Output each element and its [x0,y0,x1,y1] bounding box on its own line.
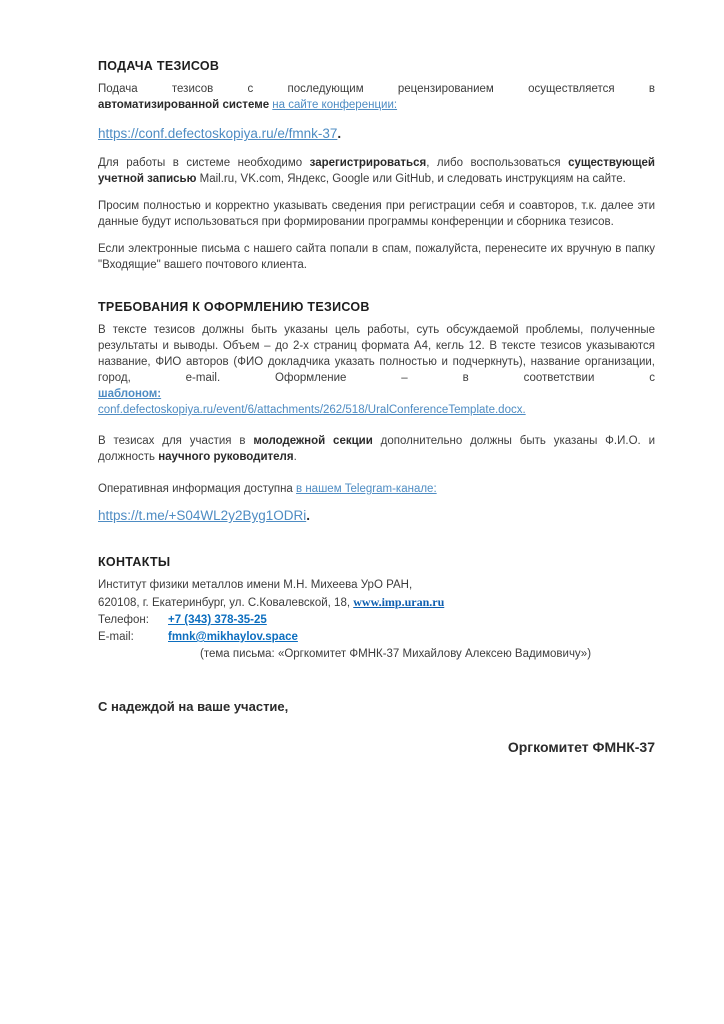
automated-system-bold-text: автоматизированной системе [98,99,273,111]
closing-hope-line: С надеждой на ваше участие, [98,699,289,714]
conference-site-link[interactable]: на сайте конференции: [272,99,398,111]
telegram-paragraph [98,481,655,497]
requirements-text: В тексте тезисов должны быть указаны цель работы, суть обсуждаемой проблемы, полученные результаты и выводы. Объем – до 2-х страниц формата А4, кегль 12. В тексте тезисов указываются название, ФИО авторов (ФИО докладчика указать полностью и подчеркнуть), название организации, город, e-mail. Оформление – в соответствии с [98,324,655,384]
address-text: 620108, г. Екатеринбург, ул. С.Ковалевской, 18, [98,597,354,609]
requirements-paragraph [98,322,655,418]
supervisor-bold-text: научного руководителя [158,451,294,463]
telegram-url-link[interactable]: https://t.me/+S04WL2y2Byg1ODRi [98,508,307,523]
telegram-url-line [98,508,655,524]
phone-label: Телефон: [98,614,149,626]
youth-section-paragraph [98,433,655,465]
phone-link[interactable]: +7 (343) 378-35-25 [168,614,267,626]
correct-data-paragraph: Просим полностью и корректно указывать сведения при регистрации себя и соавторов, т.к. далее эти данные будут использоваться при формировании программы конференции и сборника тезисов. [98,200,655,228]
telegram-channel-link[interactable]: в нашем Telegram-канале: [296,483,437,495]
telegram-text-pre: Оперативная информация доступна [98,483,297,495]
submission-url-link[interactable]: https://conf.defectoskopiya.ru/e/fmnk-37 [98,126,338,141]
website-link[interactable]: www.imp.uran.ru [353,595,445,609]
submission-heading: ПОДАЧА ТЕЗИСОВ [98,59,220,73]
closing-signature: Оргкомитет ФМНК-37 [507,739,655,755]
email-label: E-mail: [98,631,134,643]
existing-account-bold-text: существующей учетной записью [98,157,655,185]
register-bold-text: зарегистрироваться [309,157,427,169]
template-url-link[interactable]: conf.defectoskopiya.ru/event/6/attachments/262/518/UralConferenceTemplate.docx. [98,404,526,416]
registration-text-mid: , либо воспользоваться [426,157,569,169]
submission-intro-line1: Подача тезисов с последующим рецензированием осуществляется в [98,83,655,95]
youth-text-period: . [293,451,297,463]
email-subject-note: (тема письма: «Оргкомитет ФМНК-37 Михайлову Алексею Вадимовичу») [200,648,592,660]
submission-intro-paragraph [98,81,655,113]
submission-intro-line2 [98,99,397,111]
email-line [98,629,655,646]
submission-url-period: . [337,126,342,141]
registration-text-post: Mail.ru, VK.com, Яндекс, Google или GitHub, и следовать инструкциям на сайте. [196,173,626,185]
submission-url-line [98,126,655,142]
contacts-heading: КОНТАКТЫ [98,555,171,569]
requirements-heading: ТРЕБОВАНИЯ К ОФОРМЛЕНИЮ ТЕЗИСОВ [98,300,370,314]
youth-text-mid: дополнительно должны быть указаны Ф.И.О. и должность [98,435,655,463]
phone-line [98,612,655,629]
youth-text-pre: В тезисах для участия в [98,435,254,447]
youth-section-bold-text: молодежной секции [253,435,373,447]
registration-paragraph [98,155,655,187]
template-link[interactable]: шаблоном: [98,388,162,400]
document-content [98,58,655,755]
institute-line: Институт физики металлов имени М.Н. Михеева УрО РАН, [98,579,413,591]
registration-text-pre: Для работы в системе необходимо [98,157,310,169]
address-line [98,594,655,612]
spam-paragraph: Если электронные письма с нашего сайта попали в спам, пожалуйста, перенесите их вручную в папку "Входящие" вашего почтового клиента. [98,243,655,271]
email-link[interactable]: fmnk@mikhaylov.space [168,631,298,643]
telegram-url-period: . [306,508,310,523]
